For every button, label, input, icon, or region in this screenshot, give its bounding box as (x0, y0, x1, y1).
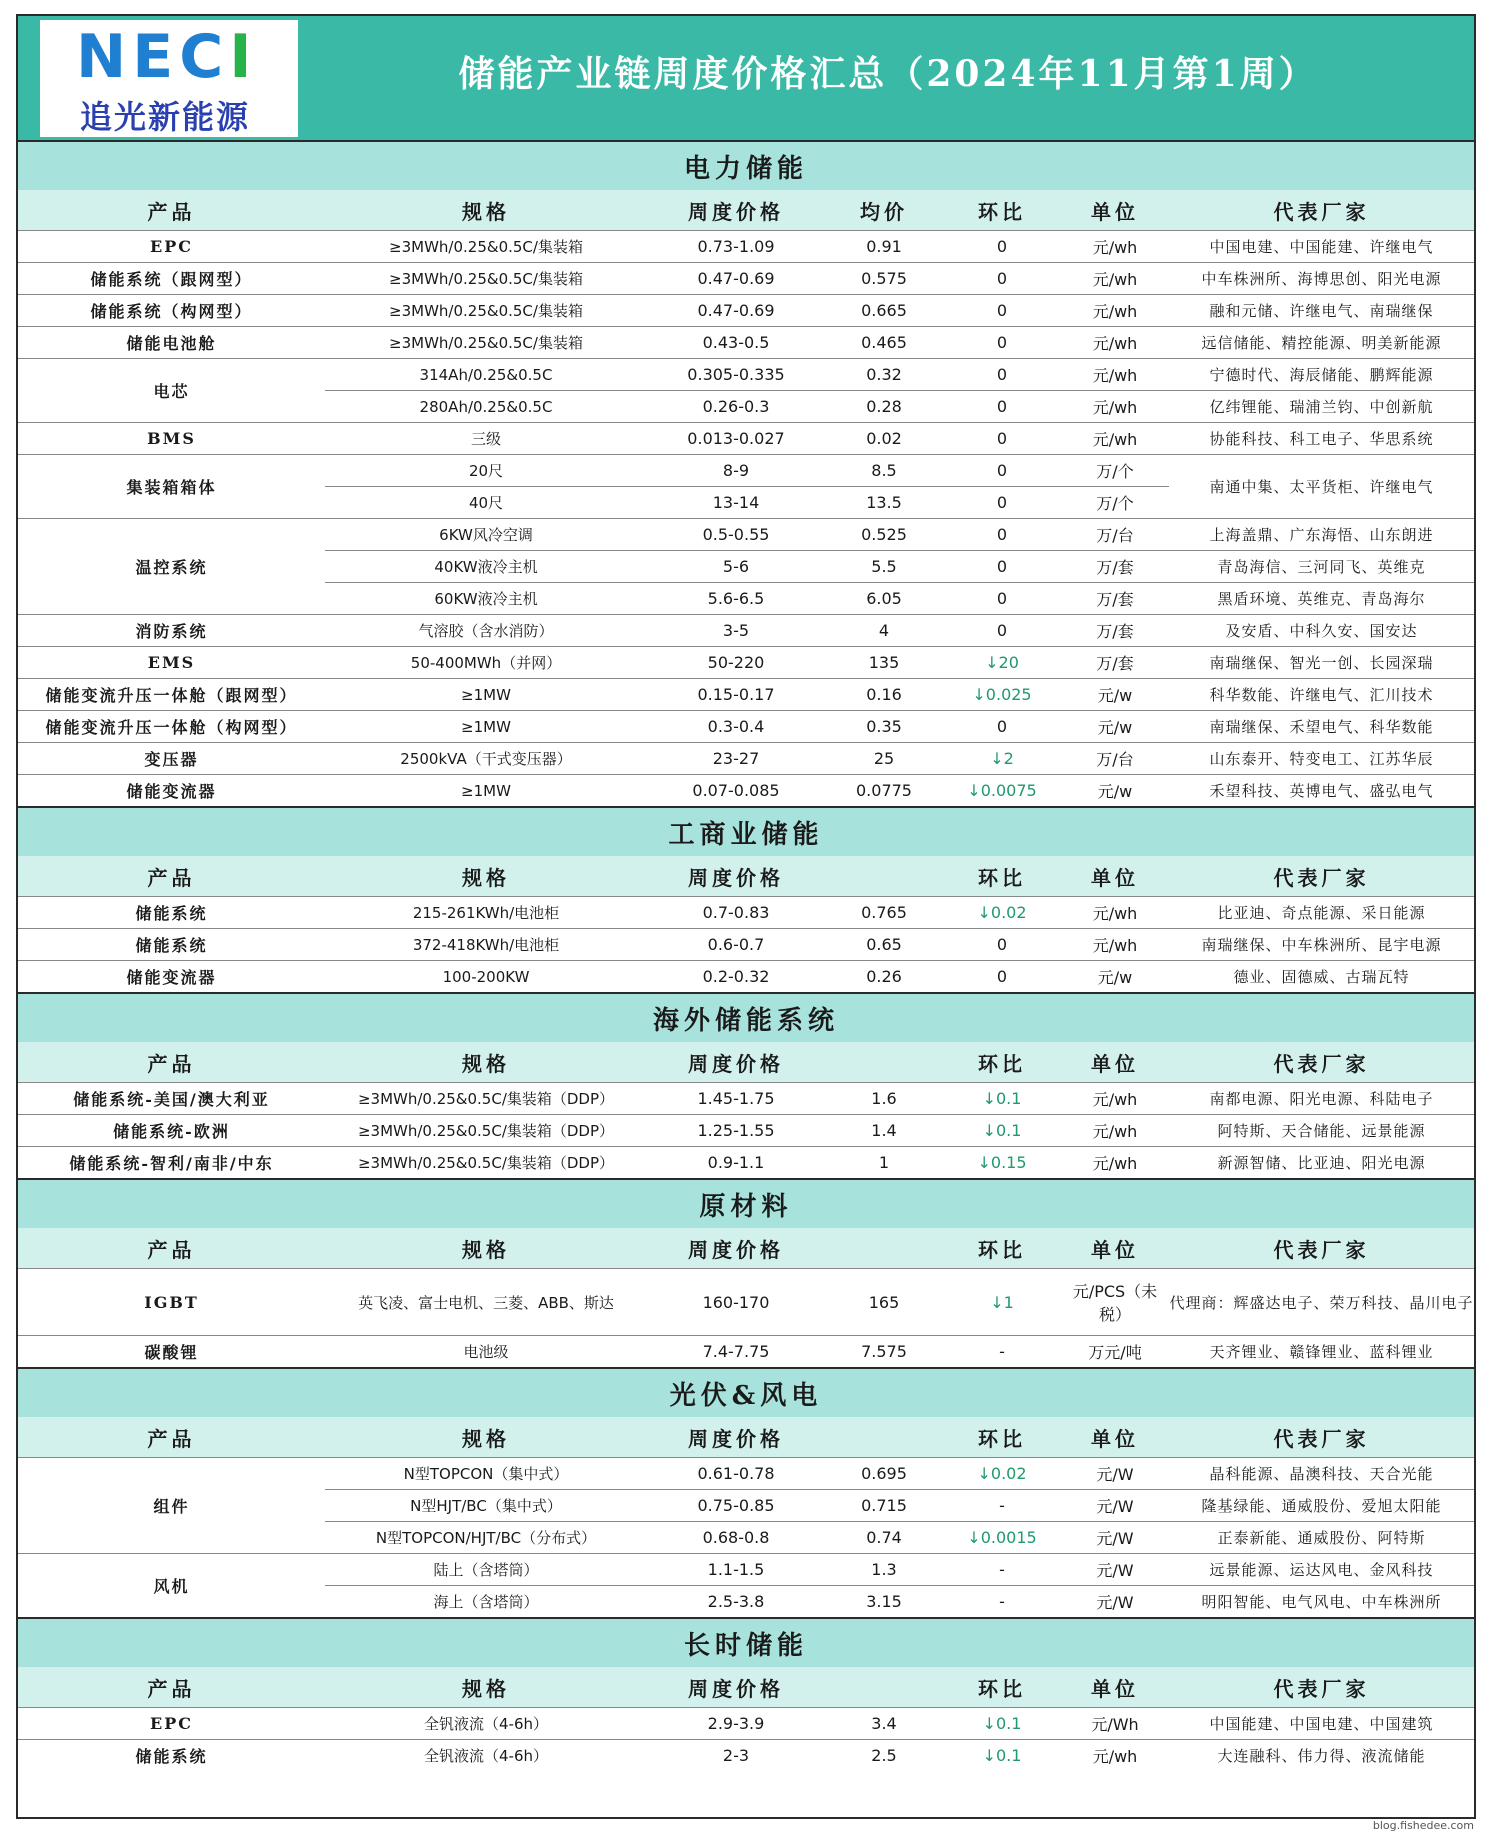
title-banner (18, 16, 1474, 140)
table-row: N型TOPCON/HJT/BC（分布式） 0.68-0.8 0.74 ↓0.0015 元/W 正泰新能、通威股份、阿特斯 (18, 1522, 1474, 1554)
table-row: 储能变流器 ≥1MW 0.07-0.085 0.0775 ↓0.0075 元/w 禾望科技、英博电气、盛弘电气 (18, 775, 1474, 808)
table-row: BMS 三级 0.013-0.027 0.02 0 元/wh 协能科技、科工电子、华思系统 (18, 423, 1474, 455)
section-header-commercial: 工商业储能 (18, 807, 1474, 856)
price-sheet (16, 14, 1476, 1819)
logo-mark: NECI (76, 22, 258, 92)
column-header-row: 产品 规格 周度价格 均价 环比 单位 代表厂家 (18, 190, 1474, 231)
table-row: 储能系统-智利/南非/中东 ≥3MWh/0.25&0.5C/集装箱（DDP） 0.9-1.1 1 ↓0.15 元/wh 新源智储、比亚迪、阳光电源 (18, 1147, 1474, 1180)
table-row: EMS 50-400MWh（并网） 50-220 135 ↓20 万/套 南瑞继保、智光一创、长园深瑞 (18, 647, 1474, 679)
table-row: 储能系统（跟网型） ≥3MWh/0.25&0.5C/集装箱 0.47-0.69 0.575 0 元/wh 中车株洲所、海博思创、阳光电源 (18, 263, 1474, 295)
table-row: 储能变流器 100-200KW 0.2-0.32 0.26 0 元/w 德业、固德威、古瑞瓦特 (18, 961, 1474, 994)
table-row: 储能系统-美国/澳大利亚 ≥3MWh/0.25&0.5C/集装箱（DDP） 1.45-1.75 1.6 ↓0.1 元/wh 南都电源、阳光电源、科陆电子 (18, 1083, 1474, 1115)
price-table (18, 140, 1474, 1771)
table-row: 储能变流升压一体舱（构网型） ≥1MW 0.3-0.4 0.35 0 元/w 南瑞继保、禾望电气、科华数能 (18, 711, 1474, 743)
table-row: N型HJT/BC（集中式） 0.75-0.85 0.715 - 元/W 隆基绿能、通威股份、爱旭太阳能 (18, 1490, 1474, 1522)
table-row: EPC ≥3MWh/0.25&0.5C/集装箱 0.73-1.09 0.91 0 元/wh 中国电建、中国能建、许继电气 (18, 231, 1474, 263)
section-header-power: 电力储能 (18, 141, 1474, 190)
section-header-pv-wind: 光伏&风电 (18, 1368, 1474, 1417)
watermark: blog.fishedee.com (1372, 1819, 1474, 1832)
section-header-long-duration: 长时储能 (18, 1618, 1474, 1667)
brand-logo (40, 20, 298, 137)
table-row: 60KW液冷主机 5.6-6.5 6.05 0 万/套 黑盾环境、英维克、青岛海尔 (18, 583, 1474, 615)
page-title: 储能产业链周度价格汇总（2024年11月第1周） (458, 53, 1318, 95)
table-row: 储能变流升压一体舱（跟网型） ≥1MW 0.15-0.17 0.16 ↓0.025 元/w 科华数能、许继电气、汇川技术 (18, 679, 1474, 711)
table-row: EPC 全钒液流（4-6h） 2.9-3.9 3.4 ↓0.1 元/Wh 中国能建、中国电建、中国建筑 (18, 1708, 1474, 1740)
table-row: 海上（含塔筒） 2.5-3.8 3.15 - 元/W 明阳智能、电气风电、中车株洲所 (18, 1586, 1474, 1619)
column-header-row: 产品 规格 周度价格 环比 单位 代表厂家 (18, 1417, 1474, 1458)
table-row: 组件 N型TOPCON（集中式） 0.61-0.78 0.695 ↓0.02 元/W 晶科能源、晶澳科技、天合光能 (18, 1458, 1474, 1490)
column-header-row: 产品 规格 周度价格 环比 单位 代表厂家 (18, 1667, 1474, 1708)
table-row: 40尺 13-14 13.5 0 万/个 (18, 487, 1474, 519)
table-row: 储能系统 215-261KWh/电池柜 0.7-0.83 0.765 ↓0.02 元/wh 比亚迪、奇点能源、采日能源 (18, 897, 1474, 929)
table-row: 消防系统 气溶胶（含水消防） 3-5 4 0 万/套 及安盾、中科久安、国安达 (18, 615, 1474, 647)
column-header-row: 产品 规格 周度价格 环比 单位 代表厂家 (18, 856, 1474, 897)
table-row: 变压器 2500kVA（干式变压器） 23-27 25 ↓2 万/台 山东泰开、特变电工、江苏华辰 (18, 743, 1474, 775)
table-row: 温控系统 6KW风冷空调 0.5-0.55 0.525 0 万/台 上海盖鼎、广东海悟、山东朗进 (18, 519, 1474, 551)
table-row: 风机 陆上（含塔筒） 1.1-1.5 1.3 - 元/W 远景能源、运达风电、金风科技 (18, 1554, 1474, 1586)
table-row: 40KW液冷主机 5-6 5.5 0 万/套 青岛海信、三河同飞、英维克 (18, 551, 1474, 583)
table-row: 280Ah/0.25&0.5C 0.26-0.3 0.28 0 元/wh 亿纬锂能、瑞浦兰钧、中创新航 (18, 391, 1474, 423)
table-row: 储能电池舱 ≥3MWh/0.25&0.5C/集装箱 0.43-0.5 0.465 0 元/wh 远信储能、精控能源、明美新能源 (18, 327, 1474, 359)
table-row: 碳酸锂 电池级 7.4-7.75 7.575 - 万元/吨 天齐锂业、赣锋锂业、蓝科锂业 (18, 1336, 1474, 1369)
table-row: 电芯 314Ah/0.25&0.5C 0.305-0.335 0.32 0 元/wh 宁德时代、海辰储能、鹏辉能源 (18, 359, 1474, 391)
section-header-overseas: 海外储能系统 (18, 993, 1474, 1042)
table-row: IGBT 英飞凌、富士电机、三菱、ABB、斯达 160-170 165 ↓1 元/PCS（未税） 代理商：辉盛达电子、荣万科技、晶川电子 (18, 1269, 1474, 1336)
table-row: 储能系统 372-418KWh/电池柜 0.6-0.7 0.65 0 元/wh 南瑞继保、中车株洲所、昆宇电源 (18, 929, 1474, 961)
table-row: 储能系统-欧洲 ≥3MWh/0.25&0.5C/集装箱（DDP） 1.25-1.55 1.4 ↓0.1 元/wh 阿特斯、天合储能、远景能源 (18, 1115, 1474, 1147)
table-row: 储能系统（构网型） ≥3MWh/0.25&0.5C/集装箱 0.47-0.69 0.665 0 元/wh 融和元储、许继电气、南瑞继保 (18, 295, 1474, 327)
logo-name: 追光新能源 (80, 98, 251, 136)
column-header-row: 产品 规格 周度价格 环比 单位 代表厂家 (18, 1042, 1474, 1083)
table-row: 集装箱箱体 20尺 8-9 8.5 0 万/个 南通中集、太平货柜、许继电气 (18, 455, 1474, 487)
column-header-row: 产品 规格 周度价格 环比 单位 代表厂家 (18, 1228, 1474, 1269)
section-header-materials: 原材料 (18, 1179, 1474, 1228)
table-row: 储能系统 全钒液流（4-6h） 2-3 2.5 ↓0.1 元/wh 大连融科、伟力得、液流储能 (18, 1740, 1474, 1772)
